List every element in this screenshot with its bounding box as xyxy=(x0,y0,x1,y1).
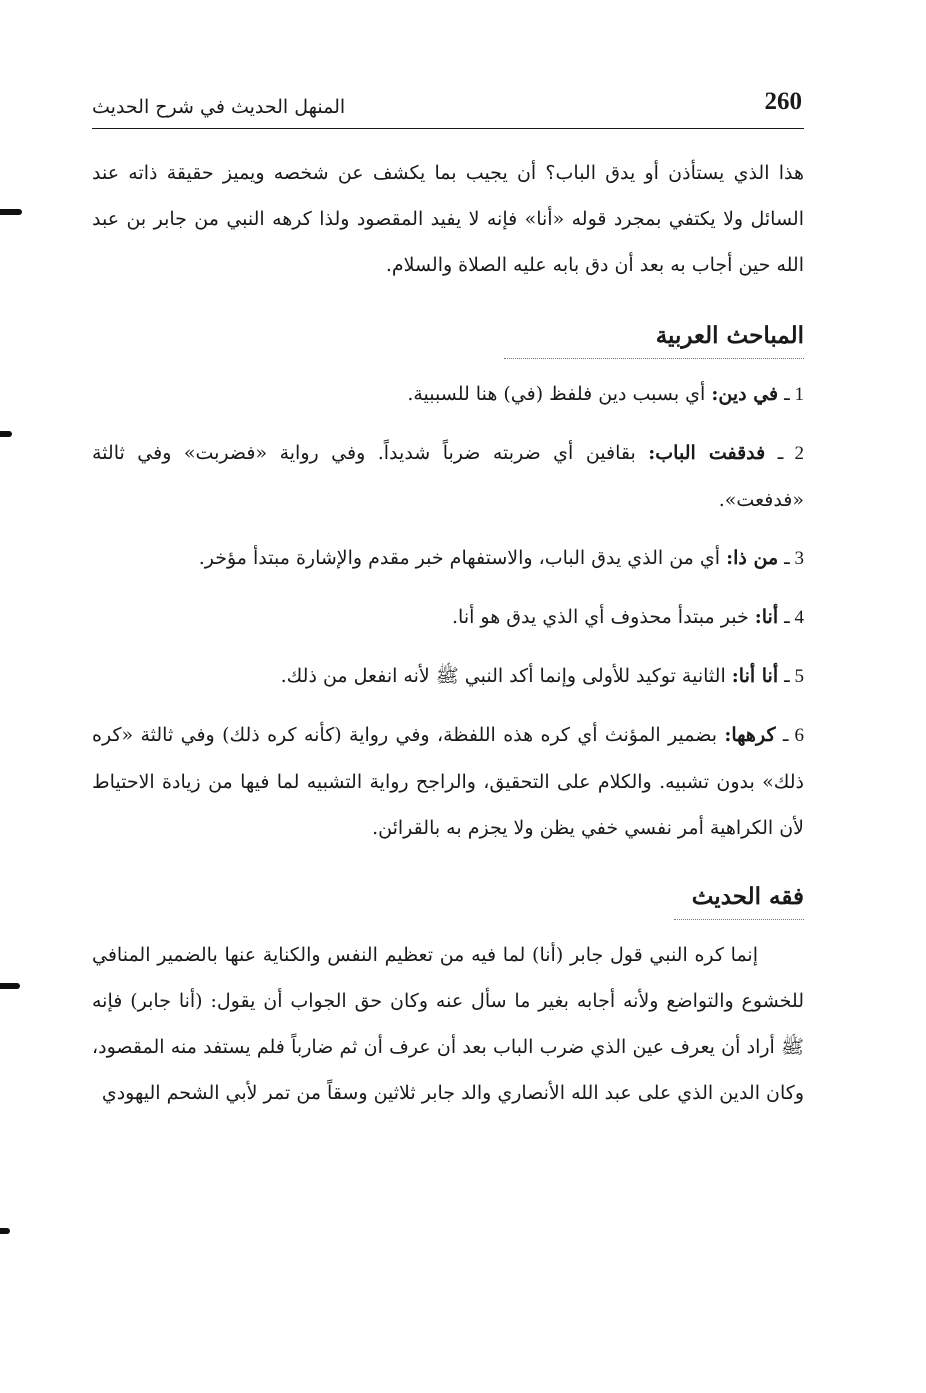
item-text: خبر مبتدأ محذوف أي الذي يدق هو أنا. xyxy=(451,606,749,628)
list-item xyxy=(92,371,804,418)
item-text: أي بسبب دين فلفظ (في) هنا للسببية. xyxy=(407,383,706,405)
list-item xyxy=(92,653,804,700)
item-number: 2 ـ xyxy=(777,443,804,464)
section-title-hadith-jurisprudence: فقه الحديث xyxy=(674,877,804,920)
item-term: أنا: xyxy=(754,606,779,628)
item-number: 1 ـ xyxy=(784,384,804,405)
item-text: بضمير المؤنث أي كره هذه اللفظة، وفي رواية (كأنه كره ذلك) وفي ثالثة «كره ذلك» بدون تشبيه. والكلام على التحقيق، والراجح رواية التشبيه لما فيها من زيادة الاحتياط لأن الكراهية أمر نفسي خفي يظن ولا يجزم به بالقرائن. xyxy=(92,724,804,839)
item-number: 4 ـ xyxy=(784,607,804,628)
running-head: المنهل الحديث في شرح الحديث xyxy=(92,96,346,118)
page-body xyxy=(92,150,804,1116)
item-term: أنا أنا: xyxy=(731,665,779,687)
jurisprudence-paragraph: إنما كره النبي قول جابر (أنا) لما فيه من تعظيم النفس والكناية عنها بالضمير المنافي للخشوع والتواضع ولأنه أجابه بغير ما سأل عنه وكان حق الجواب أن يقول: (أنا جابر) فإنه ﷺ أراد أن يعرف عين الذي ضرب الباب بعد أن عرف أن ثم ضارباً فلم يستفد منه المقصود، وكان الدين الذي على عبد الله الأنصاري والد جابر ثلاثين وسقاً من تمر لأبي الشحم اليهودي xyxy=(92,944,804,1104)
section-title-arabic-discussions: المباحث العربية xyxy=(504,316,804,359)
page-edge-mark xyxy=(0,209,22,215)
item-number: 3 ـ xyxy=(784,548,804,569)
item-text: بقافين أي ضربته ضرباً شديداً. وفي رواية «فضربت» وفي ثالثة «فدفعت». xyxy=(92,442,804,511)
item-term: فدقفت الباب: xyxy=(648,442,766,464)
item-term: كرهها: xyxy=(724,724,776,746)
item-text: الثانية توكيد للأولى وإنما أكد النبي ﷺ لأنه انفعل من ذلك. xyxy=(280,665,726,687)
list-item xyxy=(92,430,804,523)
page-header xyxy=(92,88,804,129)
page-number: 260 xyxy=(764,88,802,115)
page-edge-mark xyxy=(0,431,12,437)
list-item xyxy=(92,712,804,851)
list-item xyxy=(92,594,804,641)
page-edge-mark xyxy=(0,983,20,989)
item-text: أي من الذي يدق الباب، والاستفهام خبر مقدم والإشارة مبتدأ مؤخر. xyxy=(198,547,721,569)
page-edge-mark xyxy=(0,1228,10,1234)
item-number: 6 ـ xyxy=(782,725,804,746)
item-term: في دين: xyxy=(711,383,779,405)
intro-paragraph: هذا الذي يستأذن أو يدق الباب؟ أن يجيب بما يكشف عن شخصه ويميز حقيقة ذاته عند السائل ولا يكتفي بمجرد قوله «أنا» فإنه لا يفيد المقصود ولذا كرهه النبي من جابر بن عبد الله حين أجاب به بعد أن دق بابه عليه الصلاة والسلام. xyxy=(92,162,804,276)
list-item xyxy=(92,535,804,582)
item-term: من ذا: xyxy=(726,547,779,569)
item-number: 5 ـ xyxy=(784,666,804,687)
